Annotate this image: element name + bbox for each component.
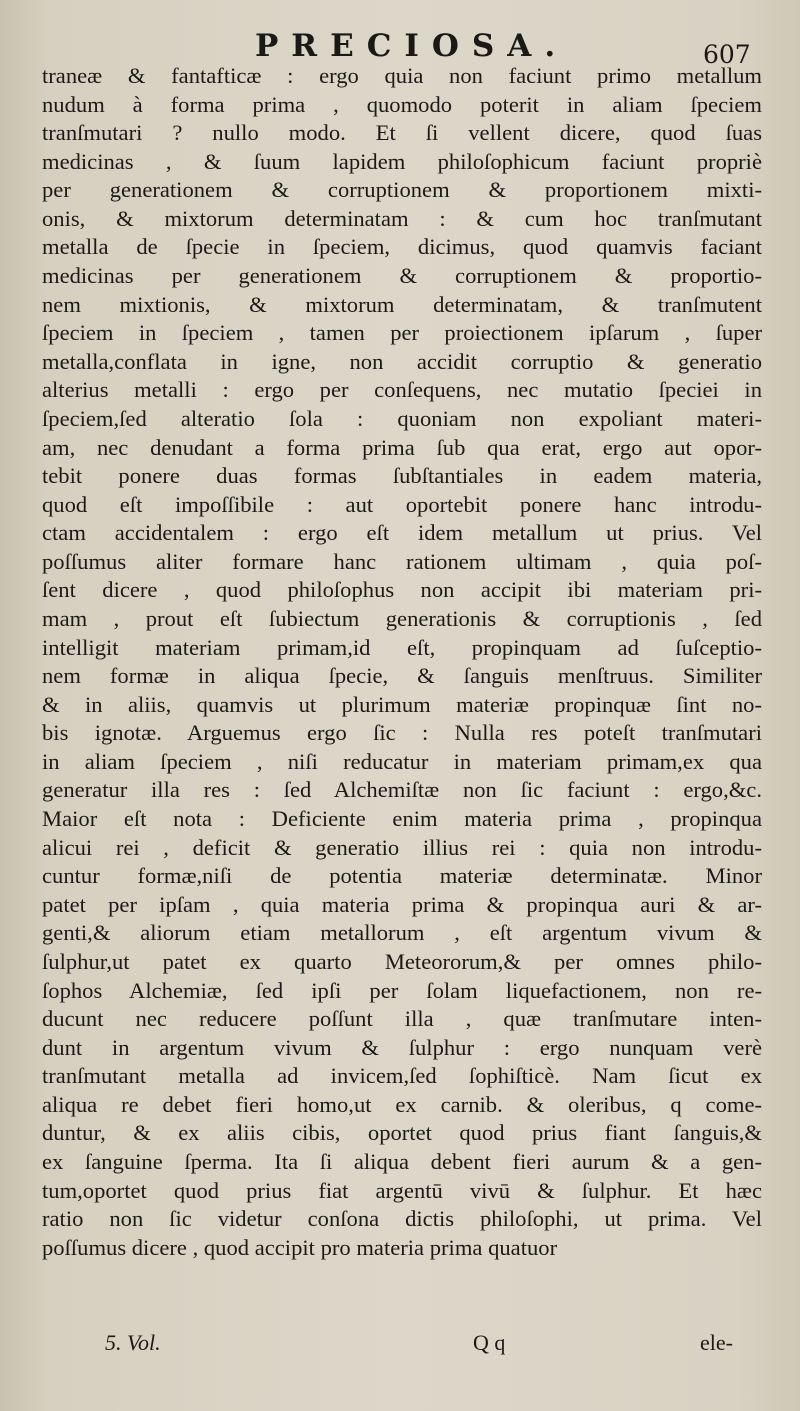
text-line: ſpeciem in ſpeciem , tamen per proiectionem ipſarum , ſuper	[42, 320, 762, 346]
text-line: nudum à forma prima , quomodo poterit in aliam ſpeciem	[42, 91, 762, 117]
text-line: medicinas per generationem & corruptionem & proportio-	[42, 263, 762, 289]
text-line: dunt in argentum vivum & ſulphur : ergo nunquam verè	[42, 1034, 762, 1060]
catchword: ele-	[700, 1330, 733, 1355]
text-line: nem formæ in aliqua ſpecie, & ſanguis menſtruus. Similiter	[42, 663, 762, 689]
text-line: alicui rei , deficit & generatio illius rei : quia non introdu-	[42, 834, 762, 860]
text-line: tebit ponere duas formas ſubſtantiales in eadem materia,	[42, 463, 762, 489]
text-line: cuntur formæ,niſi de potentia materiæ determinatæ. Minor	[42, 863, 762, 889]
text-line: am, nec denudant a forma prima ſub qua erat, ergo aut opor-	[42, 434, 762, 460]
text-line: ratio non ſic videtur conſona dictis philoſophi, ut prima. Vel	[42, 1206, 762, 1232]
text-line: tranſmutari ? nullo modo. Et ſi vellent dicere, quod ſuas	[42, 120, 762, 146]
text-line: quod eſt impoſſibile : aut oportebit ponere hanc introdu-	[42, 491, 762, 517]
text-line: in aliam ſpeciem , niſi reducatur in materiam primam,ex qua	[42, 748, 762, 774]
body-text	[42, 62, 762, 1262]
text-line: onis, & mixtorum determinatam : & cum hoc tranſmutant	[42, 205, 762, 231]
text-line: nem mixtionis, & mixtorum determinatam, & tranſmutent	[42, 291, 762, 317]
text-line: & in aliis, quamvis ut plurimum materiæ propinquæ ſint no-	[42, 691, 762, 717]
text-line: alterius metalli : ergo per conſequens, nec mutatio ſpeciei in	[42, 377, 762, 403]
text-line: ſulphur,ut patet ex quarto Meteororum,& per omnes philo-	[42, 948, 762, 974]
text-line: generatur illa res : ſed Alchemiſtæ non ſic faciunt : ergo,&c.	[42, 777, 762, 803]
text-line: metalla de ſpecie in ſpeciem, dicimus, quod quamvis faciant	[42, 234, 762, 260]
text-line: medicinas , & ſuum lapidem philoſophicum faciunt propriè	[42, 148, 762, 174]
text-line: tum,oportet quod prius fiat argentū vivū & ſulphur. Et hæc	[42, 1177, 762, 1203]
text-line: poſſumus aliter formare hanc rationem ultimam , quia poſ-	[42, 548, 762, 574]
text-line: patet per ipſam , quia materia prima & propinqua auri & ar-	[42, 891, 762, 917]
text-line: ſpeciem,ſed alteratio ſola : quoniam non expoliant materi-	[42, 405, 762, 431]
text-line: duntur, & ex aliis cibis, oportet quod prius fiant ſanguis,&	[42, 1120, 762, 1146]
text-line: metalla,conflata in igne, non accidit corruptio & generatio	[42, 348, 762, 374]
text-line: genti,& aliorum etiam metallorum , eſt argentum vivum &	[42, 920, 762, 946]
text-line: Maior eſt nota : Deficiente enim materia prima , propinqua	[42, 806, 762, 832]
page-footer	[0, 1330, 800, 1360]
signature-mark: 5. Vol.	[105, 1330, 161, 1355]
text-line: ctam accidentalem : ergo eſt idem metallum ut prius. Vel	[42, 520, 762, 546]
text-line: intelligit materiam primam,id eſt, propinquam ad ſuſceptio-	[42, 634, 762, 660]
text-line: mam , prout eſt ſubiectum generationis & corruptionis , ſed	[42, 605, 762, 631]
text-line: ducunt nec reducere poſſunt illa , quæ tranſmutare inten-	[42, 1006, 762, 1032]
running-title: PRECIOSA.	[255, 28, 569, 64]
text-line: traneæ & fantafticæ : ergo quia non faciunt primo metallum	[42, 63, 762, 88]
text-line: poſſumus dicere , quod accipit pro materia prima quatuor	[42, 1234, 558, 1260]
text-line: ex ſanguine ſperma. Ita ſi aliqua debent fieri aurum & a gen-	[42, 1148, 762, 1174]
text-line: tranſmutant metalla ad invicem,ſed ſophiſticè. Nam ſicut ex	[42, 1063, 762, 1089]
quire-mark: Q q	[473, 1330, 506, 1355]
text-line: ſent dicere , quod philoſophus non accipit ibi materiam pri-	[42, 577, 762, 603]
page-header	[0, 26, 800, 69]
text-line: ſophos Alchemiæ, ſed ipſi per ſolam liquefactionem, non re-	[42, 977, 762, 1003]
page-number: 607	[703, 40, 751, 69]
text-line: bis ignotæ. Arguemus ergo ſic : Nulla res poteſt tranſmutari	[42, 720, 762, 746]
text-line: aliqua re debet fieri homo,ut ex carnib. & oleribus, q come-	[42, 1091, 762, 1117]
text-line: per generationem & corruptionem & proportionem mixti-	[42, 177, 762, 203]
